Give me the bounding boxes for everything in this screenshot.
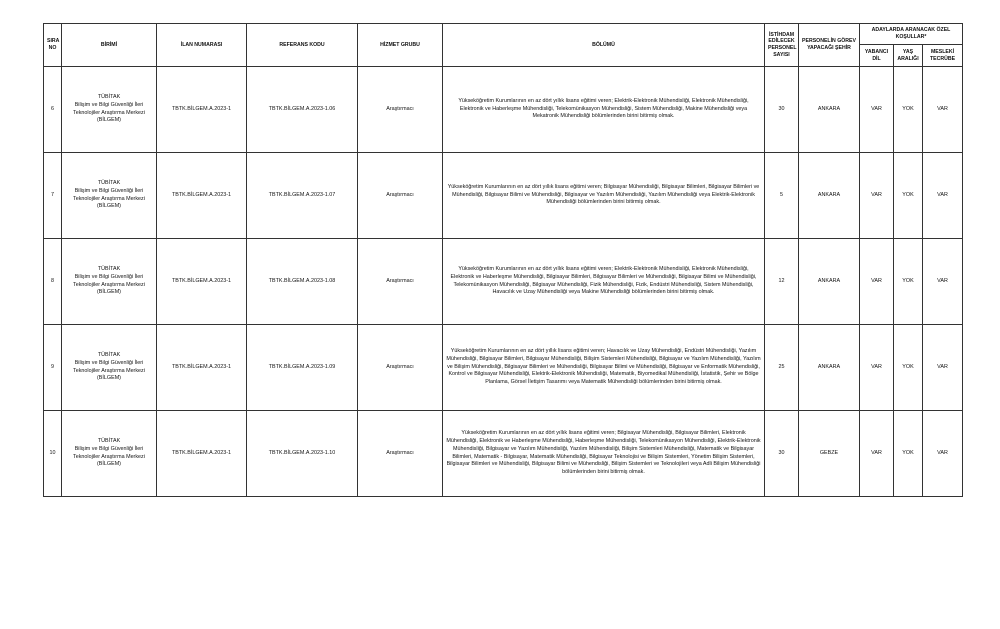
cell-ilan-numarasi: TBTK.BİLGEM.A.2023-1 — [157, 411, 247, 497]
cell-ilan-numarasi: TBTK.BİLGEM.A.2023-1 — [157, 325, 247, 411]
cell-hizmet-grubu: Araştırmacı — [358, 67, 443, 153]
cell-yabanci-dil: VAR — [860, 325, 894, 411]
header-hizmet-grubu: HİZMET GRUBU — [358, 24, 443, 67]
cell-yas-araligi: YOK — [894, 67, 923, 153]
cell-sira-no: 8 — [44, 239, 62, 325]
cell-personel-sayisi: 25 — [765, 325, 799, 411]
cell-sehir: ANKARA — [799, 67, 860, 153]
cell-bolum: Yükseköğretim Kurumlarının en az dört yıllık lisans eğitimi veren; Elektrik-Elektronik Mühendisliği, Elektronik Mühendisliği, Elektronik ve Haberleşme Mühendisliği, Bilgisayar Bilimleri, Bilgisayar Bilimleri ve Mühendisliği, Bilgisayar Bilimi ve Mühendisliği, Telekomünikasyon Mühendisliği, Bilgisayar Mühendisliği, Fizik Mühendisliği, Fizik, Endüstri Mühendisliği, Sistem Mühendisliği, Havacılık ve Uzay Mühendisliği veya Makine Mühendisliği bölümlerinden birini bitirmiş olmak. — [443, 239, 765, 325]
cell-sira-no: 10 — [44, 411, 62, 497]
header-gorev-sehir: PERSONELİN GÖREV YAPACAĞI ŞEHİR — [799, 24, 860, 67]
cell-birim: TÜBİTAK Bilişim ve Bilgi Güvenliği İleri Teknolojiler Araştırma Merkezi (BİLGEM) — [62, 325, 157, 411]
cell-yabanci-dil: VAR — [860, 239, 894, 325]
cell-sehir: ANKARA — [799, 153, 860, 239]
cell-bolum: Yükseköğretim Kurumlarının en az dört yıllık lisans eğitimi veren; Havacılık ve Uzay Mühendisliği, Endüstri Mühendisliği, Yazılım Mühendisliği, Bilgisayar Bilimleri, Bilgisayar Mühendisliği, Bilişim Sistemleri Mühendisliği, Bilgisayar ve Yazılım Mühendisliği, Yazılım ve Bilişim Mühendisliği, Bilgisayar Bilimleri ve Mühendisliği, Bilgisayar Bilimi ve Mühendisliği, Bilgisayar ve Enformatik Mühendisliği, Kontrol ve Bilgisayar Mühendisliği, Elektrik-Elektronik Mühendisliği, Matematik, Biyomedikal Mühendisliği, İstatistik, Şehir ve Bölge Planlama, Görsel İletişim Tasarımı veya Matematik Mühendisliği bölümlerinden birini bitirmiş olmak. — [443, 325, 765, 411]
cell-yas-araligi: YOK — [894, 153, 923, 239]
cell-personel-sayisi: 12 — [765, 239, 799, 325]
cell-personel-sayisi: 5 — [765, 153, 799, 239]
cell-mesleki-tecrube: VAR — [923, 239, 963, 325]
cell-referans-kodu: TBTK.BİLGEM.A.2023-1.07 — [247, 153, 358, 239]
cell-yabanci-dil: VAR — [860, 411, 894, 497]
cell-referans-kodu: TBTK.BİLGEM.A.2023-1.06 — [247, 67, 358, 153]
cell-bolum: Yükseköğretim Kurumlarının en az dört yıllık lisans eğitimi veren; Bilgisayar Mühendisliği, Bilgisayar Bilimleri, Bilgisayar Bilimleri ve Mühendisliği, Bilgisayar Bilimi ve Mühendisliği, Bilgisayar ve Yazılım Mühendisliği, Yazılım Mühendisliği veya Elektrik-Elektronik Mühendisliği bölümlerinden birini bitirmiş olmak. — [443, 153, 765, 239]
cell-birim: TÜBİTAK Bilişim ve Bilgi Güvenliği İleri Teknolojiler Araştırma Merkezi (BİLGEM) — [62, 239, 157, 325]
header-ozel-kosullar: ADAYLARDA ARANACAK ÖZEL KOŞULLAR* — [860, 24, 963, 45]
header-birimi: BİRİMİ — [62, 24, 157, 67]
header-referans-kodu: REFERANS KODU — [247, 24, 358, 67]
cell-personel-sayisi: 30 — [765, 411, 799, 497]
table-row — [44, 153, 963, 239]
job-listing-table — [43, 23, 963, 497]
cell-personel-sayisi: 30 — [765, 67, 799, 153]
cell-referans-kodu: TBTK.BİLGEM.A.2023-1.09 — [247, 325, 358, 411]
table-row — [44, 411, 963, 497]
cell-ilan-numarasi: TBTK.BİLGEM.A.2023-1 — [157, 67, 247, 153]
cell-bolum: Yükseköğretim Kurumlarının en az dört yıllık lisans eğitimi veren; Elektrik-Elektronik Mühendisliği, Elektronik Mühendisliği, Elektronik ve Haberleşme Mühendisliği, Telekomünikasyon Mühendisliği, Sistem Mühendisliği, Makine Mühendisliği veya Mekatronik Mühendisliği bölümlerinden birini bitirmiş olmak. — [443, 67, 765, 153]
cell-yabanci-dil: VAR — [860, 67, 894, 153]
cell-mesleki-tecrube: VAR — [923, 325, 963, 411]
cell-birim: TÜBİTAK Bilişim ve Bilgi Güvenliği İleri Teknolojiler Araştırma Merkezi (BİLGEM) — [62, 67, 157, 153]
table-row — [44, 239, 963, 325]
cell-referans-kodu: TBTK.BİLGEM.A.2023-1.08 — [247, 239, 358, 325]
cell-sehir: GEBZE — [799, 411, 860, 497]
cell-yas-araligi: YOK — [894, 239, 923, 325]
cell-yas-araligi: YOK — [894, 411, 923, 497]
cell-hizmet-grubu: Araştırmacı — [358, 411, 443, 497]
cell-mesleki-tecrube: VAR — [923, 411, 963, 497]
header-bolumu: BÖLÜMÜ — [443, 24, 765, 67]
header-mesleki-tecrube: MESLEKİ TECRÜBE — [923, 45, 963, 67]
cell-ilan-numarasi: TBTK.BİLGEM.A.2023-1 — [157, 239, 247, 325]
cell-sehir: ANKARA — [799, 325, 860, 411]
cell-sira-no: 7 — [44, 153, 62, 239]
cell-referans-kodu: TBTK.BİLGEM.A.2023-1.10 — [247, 411, 358, 497]
header-sira-no: SIRA NO — [44, 24, 62, 67]
cell-yabanci-dil: VAR — [860, 153, 894, 239]
cell-hizmet-grubu: Araştırmacı — [358, 239, 443, 325]
header-row — [44, 24, 963, 45]
cell-hizmet-grubu: Araştırmacı — [358, 153, 443, 239]
cell-birim: TÜBİTAK Bilişim ve Bilgi Güvenliği İleri Teknolojiler Araştırma Merkezi (BİLGEM) — [62, 411, 157, 497]
cell-sira-no: 6 — [44, 67, 62, 153]
table-row — [44, 67, 963, 153]
table-row — [44, 325, 963, 411]
cell-mesleki-tecrube: VAR — [923, 153, 963, 239]
cell-ilan-numarasi: TBTK.BİLGEM.A.2023-1 — [157, 153, 247, 239]
header-yas-araligi: YAŞ ARALIĞI — [894, 45, 923, 67]
cell-hizmet-grubu: Araştırmacı — [358, 325, 443, 411]
cell-sira-no: 9 — [44, 325, 62, 411]
header-yabanci-dil: YABANCI DİL — [860, 45, 894, 67]
cell-yas-araligi: YOK — [894, 325, 923, 411]
cell-sehir: ANKARA — [799, 239, 860, 325]
table-body — [44, 67, 963, 497]
cell-birim: TÜBİTAK Bilişim ve Bilgi Güvenliği İleri Teknolojiler Araştırma Merkezi (BİLGEM) — [62, 153, 157, 239]
cell-bolum: Yükseköğretim Kurumlarının en az dört yıllık lisans eğitimi veren; Bilgisayar Mühendisliği, Bilgisayar Bilimleri, Elektronik Mühendisliği, Elektronik ve Haberleşme Mühendisliği, Haberleşme Mühendisliği, Telekomünikasyon Mühendisliği, Elektrik-Elektronik Mühendisliği, Bilgisayar ve Yazılım Mühendisliği, Yazılım Mühendisliği, Bilişim Sistemleri Mühendisliği, Matematik ve Bilgisayar Bilimleri, Matematik - Bilgisayar, Matematik Mühendisliği, Bilgisayar Teknolojisi ve Bilişim Sistemleri, Yönetim Bilişim Sistemleri, Bilgisayar Bilimleri ve Mühendisliği, Bilgisayar Bilimi ve Mühendisliği, Bilişim Sistemleri ve Teknolojileri veya Adli Bilişim Mühendisliği bölümlerinden birini bitirmiş olmak. — [443, 411, 765, 497]
header-ilan-numarasi: İLAN NUMARASI — [157, 24, 247, 67]
cell-mesleki-tecrube: VAR — [923, 67, 963, 153]
header-personel-sayisi: İSTİHDAM EDİLECEK PERSONEL SAYISI — [765, 24, 799, 67]
